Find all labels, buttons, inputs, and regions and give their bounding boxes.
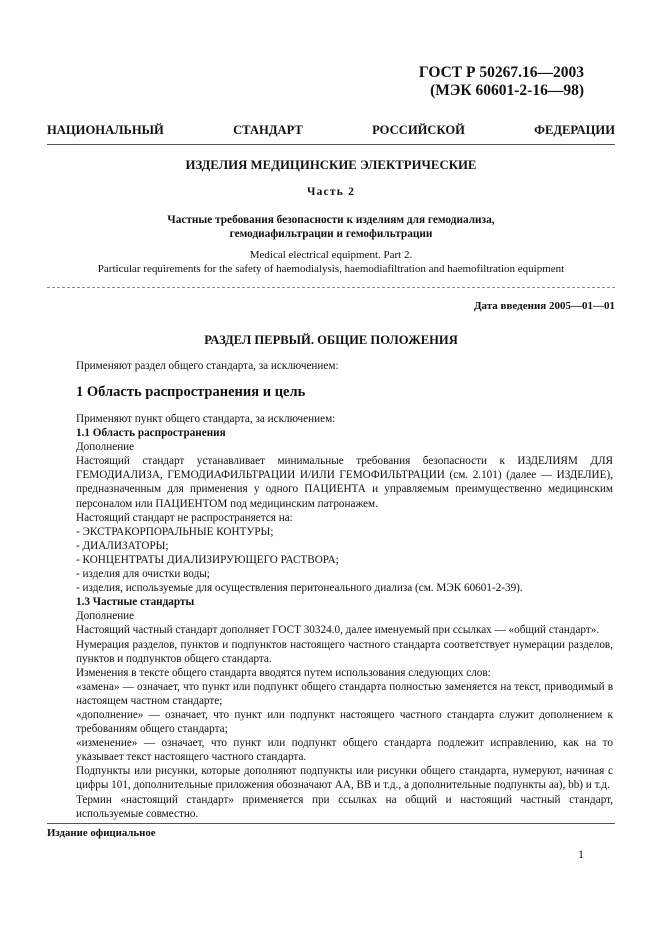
paragraph: «изменение» — означает, что пункт или подпункт общего стандарта подлежит исправлению, как на то указывает текст настоящего частного стандарта. bbox=[76, 737, 613, 764]
paragraph: Применяют пункт общего стандарта, за исключением: bbox=[76, 413, 336, 425]
title-divider bbox=[47, 287, 615, 288]
paragraph: «дополнение» — означает, что пункт или подпункт настоящего частного стандарта служит дополнением к требованиям общего стандарта; bbox=[76, 708, 613, 736]
paragraph: «замена» — означает, что пункт или подпункт общего стандарта полностью заменяется на текст, приводимый в настоящем частном стандарте; bbox=[76, 680, 613, 707]
page-number: 1 bbox=[578, 847, 584, 861]
list-item: - изделия для очистки воды; bbox=[76, 568, 210, 581]
footer-divider bbox=[47, 823, 615, 824]
english-title-line-2: Particular requirements for the safety of haemodialysis, haemodiafiltration and haemofiltration equipment bbox=[97, 262, 565, 275]
edition-label: Издание официальное bbox=[47, 827, 156, 839]
paragraph: Дополнение bbox=[76, 610, 135, 623]
national-standard-banner: НАЦИОНАЛЬНЫЙ СТАНДАРТ РОССИЙСКОЙ ФЕДЕРАЦИИ bbox=[47, 123, 615, 137]
iec-number: (МЭК 60601-2-16—98) bbox=[430, 82, 584, 99]
clause-heading: 1 Область распространения и цель bbox=[76, 384, 306, 400]
list-item: - КОНЦЕНТРАТЫ ДИАЛИЗИРУЮЩЕГО РАСТВОРА; bbox=[76, 553, 339, 566]
header-divider bbox=[47, 144, 615, 145]
list-item: - ЭКСТРАКОРПОРАЛЬНЫЕ КОНТУРЫ; bbox=[76, 525, 274, 538]
subtitle-line-2: гемодиафильтрации и гемофильтрации bbox=[229, 228, 433, 240]
subclause-heading: 1.1 Область распространения bbox=[76, 427, 226, 440]
introduction-date: Дата введения 2005—01—01 bbox=[473, 300, 615, 312]
subclause-heading: 1.3 Частные стандарты bbox=[76, 596, 195, 609]
list-item: - изделия, используемые для осуществления перитонеального диализа (см. МЭК 60601-2-39). bbox=[76, 582, 523, 595]
paragraph: Дополнение bbox=[76, 441, 135, 454]
section-title: РАЗДЕЛ ПЕРВЫЙ. ОБЩИЕ ПОЛОЖЕНИЯ bbox=[204, 333, 458, 347]
paragraph: Подпункты или рисунки, которые дополняют подпункты или рисунки общего стандарта, нумеруют, начиная с цифры 101, дополнительные приложения обозначают АА, ВВ и т.д., а дополнительные подпункты аа), bb) и т.д. bbox=[76, 765, 613, 792]
document-title: ИЗДЕЛИЯ МЕДИЦИНСКИЕ ЭЛЕКТРИЧЕСКИЕ bbox=[185, 158, 477, 172]
part-label: Часть 2 bbox=[306, 186, 356, 198]
paragraph: Настоящий стандарт не распространяется на: bbox=[76, 511, 293, 524]
subtitle-line-1: Частные требования безопасности к изделиям для гемодиализа, bbox=[167, 214, 495, 226]
paragraph: Настоящий стандарт устанавливает минимальные требования безопасности к ИЗДЕЛИЯМ ДЛЯ ГЕМОДИАЛИЗА, ГЕМОДИАФИЛЬТРАЦИИ И/ИЛИ ГЕМОФИЛЬТРАЦИИ (см. 2.101) (далее — ИЗДЕЛИЕ), предназначенным для применения у одного ПАЦИЕНТА и управляемым преимущественно медицинским персоналом или ПАЦИЕНТОМ под медицинским патронажем. bbox=[76, 455, 613, 510]
paragraph: Нумерация разделов, пунктов и подпунктов настоящего частного стандарта соответствует нумерации разделов, пунктов и подпунктов общего стандарта. bbox=[76, 638, 613, 665]
paragraph: Изменения в тексте общего стандарта вводятся путем использования следующих слов: bbox=[76, 666, 491, 679]
document-subtitle bbox=[47, 213, 615, 241]
section-intro: Применяют раздел общего стандарта, за исключением: bbox=[76, 360, 339, 372]
english-title bbox=[47, 249, 615, 276]
list-item: - ДИАЛИЗАТОРЫ; bbox=[76, 539, 169, 552]
paragraph: Настоящий частный стандарт дополняет ГОСТ 30324.0, далее именуемый при ссылках — «общий стандарт». bbox=[76, 624, 600, 637]
document-body bbox=[76, 412, 613, 821]
paragraph: Термин «настоящий стандарт» применяется при ссылках на общий и настоящий частный стандарт, используемые совместно. bbox=[76, 793, 613, 820]
english-title-line-1: Medical electrical equipment. Part 2. bbox=[249, 249, 413, 261]
gost-number: ГОСТ Р 50267.16—2003 bbox=[418, 64, 584, 81]
document-designation bbox=[419, 64, 584, 100]
